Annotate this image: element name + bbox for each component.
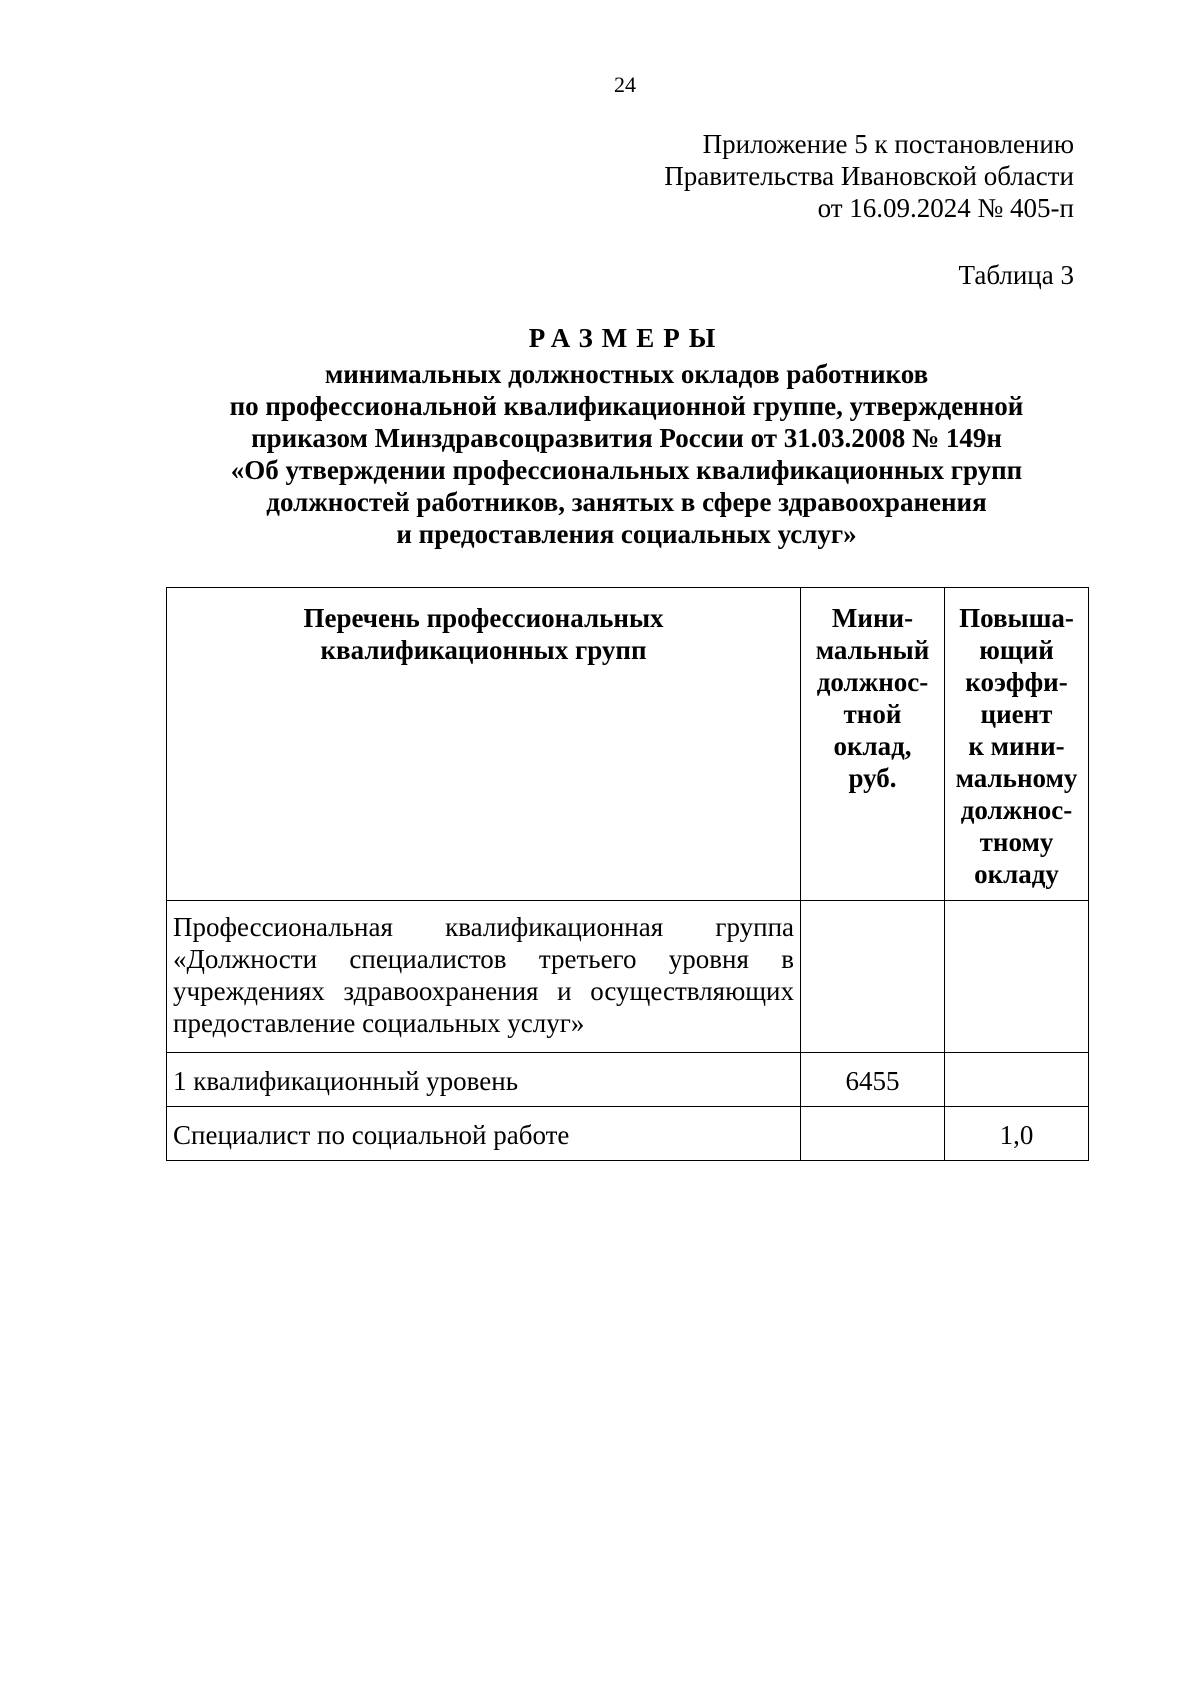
page-number: 24	[614, 72, 636, 97]
table-row	[167, 1107, 1089, 1161]
table-header-row	[167, 588, 1089, 901]
row-name: Профессиональная квалификационная группа «Должности специалистов третьего уровня в учреждениях здравоохранения и осуществляющих предоставление социальных услуг»	[167, 901, 801, 1053]
table-row	[167, 901, 1089, 1053]
row-salary	[801, 1107, 945, 1161]
title-line-5: должностей работников, занятых в сфере здравоохранения	[266, 487, 987, 517]
title-line-6: и предоставления социальных услуг»	[396, 519, 857, 549]
table-label: Таблица 3	[958, 260, 1074, 290]
row-coefficient: 1,0	[945, 1107, 1089, 1161]
appendix-reference	[664, 128, 1074, 224]
header-coefficient: Повыша- ющий коэффи- циент к мини- мальному должнос- тному окладу	[945, 588, 1089, 901]
title-line-3: приказом Минздравсоцразвития России от 31.03.2008 № 149н	[251, 423, 1002, 453]
row-coefficient	[945, 901, 1089, 1053]
title-line-2: по профессиональной квалификационной группе, утвержденной	[229, 391, 1024, 421]
row-coefficient	[945, 1053, 1089, 1107]
row-salary	[801, 901, 945, 1053]
appendix-line-2: Правительства Ивановской области	[664, 161, 1074, 191]
title-line-1: минимальных должностных окладов работников	[324, 359, 929, 389]
row-name: 1 квалификационный уровень	[167, 1053, 801, 1107]
header-salary: Мини- мальный должнос- тной оклад, руб.	[801, 588, 945, 901]
appendix-line-3: от 16.09.2024 № 405-п	[817, 193, 1074, 223]
title-line-4: «Об утверждении профессиональных квалификационных групп	[230, 455, 1023, 485]
document-title	[166, 322, 1087, 550]
table-row	[167, 1053, 1089, 1107]
row-salary: 6455	[801, 1053, 945, 1107]
row-name: Специалист по социальной работе	[167, 1107, 801, 1161]
title-main: РАЗМЕРЫ	[528, 323, 725, 353]
salary-table	[166, 587, 1089, 1161]
appendix-line-1: Приложение 5 к постановлению	[702, 129, 1074, 159]
header-list: Перечень профессиональных квалификационных групп	[167, 588, 801, 901]
